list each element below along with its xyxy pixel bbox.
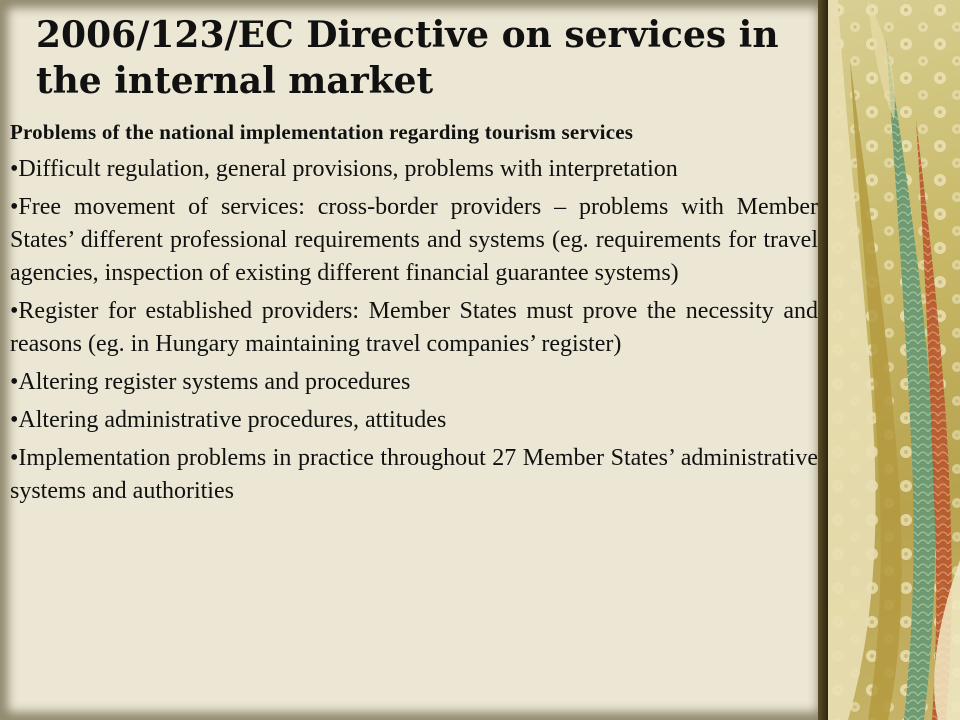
bullet-text: Difficult regulation, general provisions, problems with interpretation [18,156,678,182]
bullet-text: Register for established providers: Member States must prove the necessity and reasons (eg. in Hungary maintaining travel companies’ register) [10,298,818,357]
bullet-text: Free movement of services: cross-border providers – problems with Member States’ different professional requirements and systems (eg. requirements for travel agencies, inspection of existing different financial guarantee systems) [10,194,818,286]
bullet-item [10,191,818,290]
bullet-item [10,366,818,399]
floral-ribbon-illustration [828,0,960,720]
bullet-item [10,153,818,186]
bullet-text: Altering register systems and procedures [18,369,411,395]
slide-body [10,116,818,513]
bullet-item [10,404,818,437]
bullet-text: Implementation problems in practice throughout 27 Member States’ administrative systems and authorities [10,445,818,504]
bullet-marker: • [10,445,19,471]
bullet-text: Altering administrative procedures, attitudes [18,407,447,433]
bullet-marker: • [10,298,19,324]
intro-heading: Problems of the national implementation regarding tourism services [10,120,634,144]
bullet-marker: • [10,194,19,220]
bullet-item [10,442,818,508]
bullet-item [10,295,818,361]
bullet-marker: • [10,156,19,182]
decorative-border-art [828,0,960,720]
panel-divider [818,0,828,720]
bullet-marker: • [10,407,19,433]
bullet-marker: • [10,369,19,395]
slide-title: 2006/123/EC Directive on services in the internal market [36,14,779,102]
